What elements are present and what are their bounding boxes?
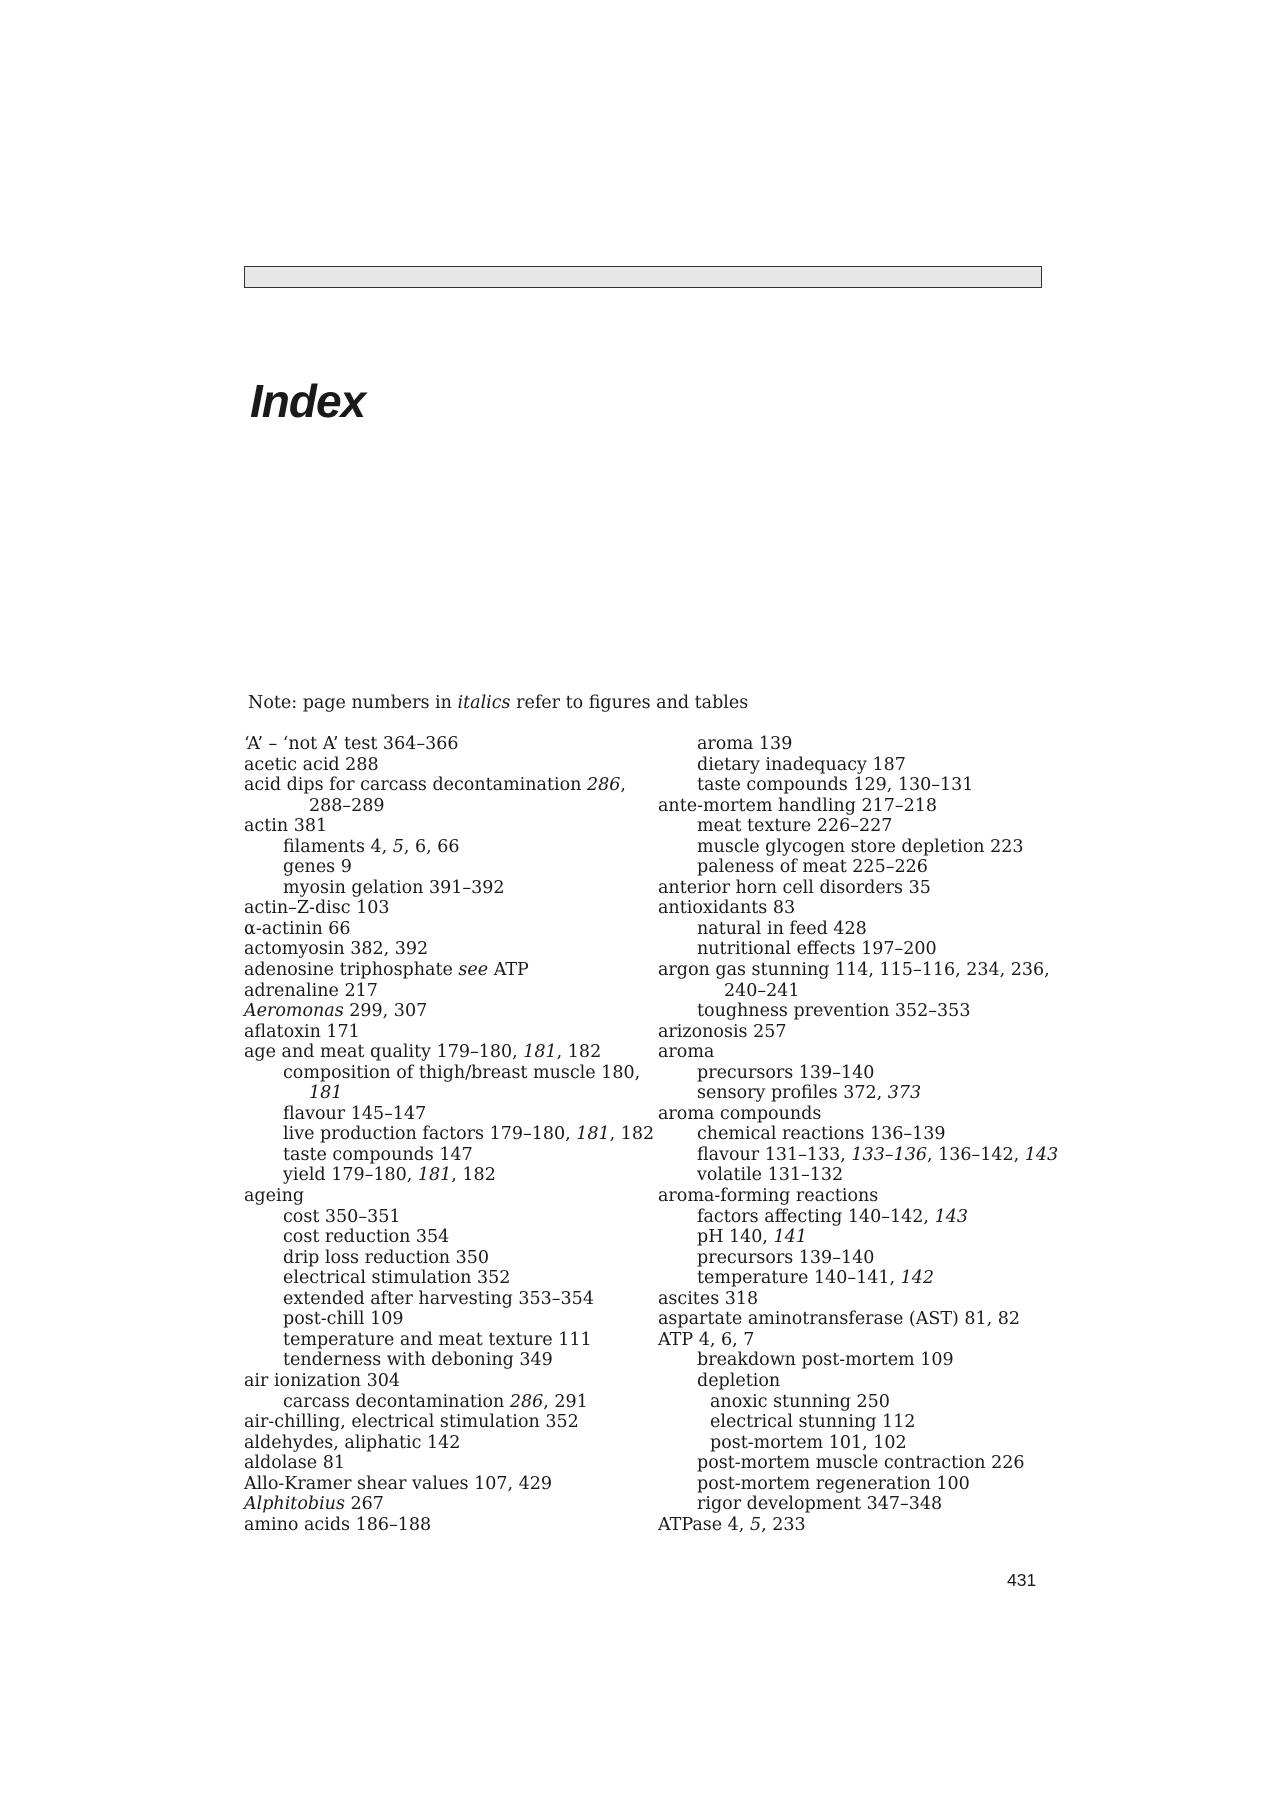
index-entry-text: post-mortem 101, 102 (710, 1432, 907, 1453)
index-entry-text: air ionization 304 (244, 1370, 401, 1391)
index-entry-text: depletion (697, 1370, 781, 1391)
index-entry-text: aroma compounds (658, 1103, 822, 1124)
index-entry (658, 1350, 1058, 1371)
index-entry (244, 1207, 654, 1228)
index-entry-text: argon gas stunning 114, 115–116, 234, 236, (658, 960, 1050, 981)
index-entry (244, 939, 654, 960)
index-entry (658, 1186, 1058, 1207)
index-entry (658, 857, 1058, 878)
index-entry-text: anoxic stunning 250 (710, 1391, 890, 1412)
index-entry-text: factors affecting 140–142, (697, 1206, 935, 1227)
index-entry-text: chemical reactions 136–139 (697, 1124, 946, 1145)
index-entry (658, 1042, 1058, 1063)
index-entry (658, 898, 1058, 919)
index-entry-italic-text: Alphitobius (244, 1494, 345, 1515)
index-entry-text: temperature 140–141, (697, 1268, 901, 1289)
index-entry (658, 1104, 1058, 1125)
index-entry (244, 1309, 654, 1330)
index-entry (244, 837, 654, 858)
index-entry (244, 1474, 654, 1495)
index-entry-text: ‘A’ – ‘not A’ test 364–366 (244, 734, 459, 754)
index-entry-text: ATP (488, 960, 529, 981)
index-entry-italic-text: 141 (773, 1227, 807, 1248)
index-column-right (658, 734, 1058, 1535)
index-entry (658, 734, 1058, 755)
index-entry-text: ATP 4, 6, 7 (658, 1329, 755, 1350)
index-entry-text: arizonosis 257 (658, 1021, 787, 1042)
index-entry-italic-text: 286 (509, 1391, 544, 1412)
index-entry (658, 1289, 1058, 1310)
note-suffix: refer to figures and tables (510, 693, 749, 713)
index-entry-text: electrical stunning 112 (710, 1412, 916, 1433)
index-entry (244, 1412, 654, 1433)
index-entry (244, 1330, 654, 1351)
index-entry-text: actin 381 (244, 816, 328, 837)
index-entry (244, 1124, 654, 1145)
index-entry (658, 1433, 1058, 1454)
index-entry-italic-text: 143 (934, 1206, 968, 1227)
index-entry (658, 1145, 1058, 1166)
index-entry (244, 1268, 654, 1289)
index-entry-text: actin–Z-disc 103 (244, 898, 390, 919)
index-entry-text: amino acids 186–188 (244, 1514, 432, 1535)
index-entry (658, 919, 1058, 940)
index-entry (658, 1392, 1058, 1413)
index-entry-text: 267 (344, 1494, 384, 1515)
index-entry-text: taste compounds 129, 130–131 (697, 775, 974, 796)
index-entry (658, 1001, 1058, 1022)
index-entry-text: antioxidants 83 (658, 898, 796, 919)
index-entry-text: cost reduction 354 (283, 1227, 450, 1248)
index-entry (658, 939, 1058, 960)
index-entry-text: rigor development 347–348 (697, 1494, 943, 1515)
index-entry-text: adenosine triphosphate (244, 960, 459, 981)
index-entry-text: myosin gelation 391–392 (283, 877, 505, 898)
index-entry-text: ante-mortem handling 217–218 (658, 795, 938, 816)
index-entry (244, 1494, 654, 1515)
index-entry-italic-text: 133–136 (851, 1144, 927, 1165)
note-prefix: Note: page numbers in (248, 693, 458, 713)
index-entry (658, 837, 1058, 858)
index-entry-text: 299, 307 (343, 1001, 428, 1022)
index-entry-text: anterior horn cell disorders 35 (658, 877, 931, 898)
index-entry (244, 1289, 654, 1310)
index-entry (244, 960, 654, 981)
index-entry (244, 878, 654, 899)
index-entry (658, 755, 1058, 776)
index-entry-text: temperature and meat texture 111 (283, 1329, 592, 1350)
index-entry (658, 1453, 1058, 1474)
index-entry (244, 734, 654, 755)
index-entry-text: , 182 (609, 1124, 655, 1145)
index-entry (658, 796, 1058, 817)
index-entry (244, 919, 654, 940)
index-entry (658, 1022, 1058, 1043)
index-entry-italic-text: see (458, 960, 489, 981)
index-entry (244, 1350, 654, 1371)
index-entry-text: sensory profiles 372, (697, 1083, 888, 1104)
index-entry-italic-text: 181 (523, 1042, 557, 1063)
index-entry (658, 1227, 1058, 1248)
index-entry (244, 1022, 654, 1043)
index-entry-text: filaments 4, (283, 836, 393, 857)
index-entry (244, 816, 654, 837)
page-title: Index (250, 375, 366, 427)
index-entry-text: nutritional effects 197–200 (697, 939, 937, 960)
index-entry-text: 288–289 (309, 795, 385, 816)
index-entry-text: paleness of meat 225–226 (697, 857, 928, 878)
index-entry-text: breakdown post-mortem 109 (697, 1350, 954, 1371)
index-entry-text: muscle glycogen store depletion 223 (697, 836, 1024, 857)
index-entry-text: drip loss reduction 350 (283, 1247, 489, 1268)
index-entry (658, 1474, 1058, 1495)
index-entry-text: cost 350–351 (283, 1206, 401, 1227)
index-entry (658, 1309, 1058, 1330)
index-entry (658, 1330, 1058, 1351)
index-column-left (244, 734, 654, 1535)
index-entry (658, 981, 1058, 1002)
index-entry-text: toughness prevention 352–353 (697, 1001, 971, 1022)
index-entry-italic-text: 142 (900, 1268, 935, 1289)
index-entry-text: precursors 139–140 (697, 1062, 875, 1083)
index-entry (244, 1083, 654, 1104)
index-entry-text: electrical stimulation 352 (283, 1268, 511, 1289)
index-entry (244, 1145, 654, 1166)
index-entry-italic-text: 373 (887, 1083, 922, 1104)
index-entry (658, 1083, 1058, 1104)
index-entry-text: aldolase 81 (244, 1453, 345, 1474)
index-entry-text: carcass decontamination (283, 1391, 510, 1412)
index-entry (244, 796, 654, 817)
index-entry-text: , 182 (556, 1042, 602, 1063)
index-entry-text: ascites 318 (658, 1288, 759, 1309)
index-entry-text: live production factors 179–180, (283, 1124, 577, 1145)
index-entry (658, 775, 1058, 796)
index-entry-text: , 291 (543, 1391, 588, 1412)
index-entry (658, 1371, 1058, 1392)
index-entry-text: precursors 139–140 (697, 1247, 875, 1268)
index-entry-text: taste compounds 147 (283, 1144, 473, 1165)
index-entry (658, 1412, 1058, 1433)
index-entry-text: aldehydes, aliphatic 142 (244, 1432, 461, 1453)
index-entry (244, 1433, 654, 1454)
index-note (248, 693, 748, 713)
index-entry-italic-text: 5 (392, 836, 404, 857)
index-entry (658, 1268, 1058, 1289)
index-entry-text: , (620, 775, 626, 796)
index-entry-text: , 6, 66 (403, 836, 460, 857)
index-entry (244, 1165, 654, 1186)
index-entry-text: post-mortem muscle contraction 226 (697, 1453, 1025, 1474)
index-entry (244, 1227, 654, 1248)
index-entry (244, 1063, 654, 1084)
index-entry (244, 981, 654, 1002)
index-entry-text: aroma-forming reactions (658, 1186, 879, 1207)
index-entry-text: flavour 131–133, (697, 1144, 852, 1165)
index-entry-text: air-chilling, electrical stimulation 352 (244, 1412, 579, 1433)
index-entry (658, 1124, 1058, 1145)
index-entry-italic-text: 143 (1024, 1144, 1059, 1165)
index-entry-text: , 136–142, (926, 1144, 1025, 1165)
index-entry-text: adrenaline 217 (244, 980, 378, 1001)
index-entry (658, 1207, 1058, 1228)
index-entry-italic-text: 5 (749, 1514, 762, 1535)
index-entry (658, 1063, 1058, 1084)
index-entry-text: post-mortem regeneration 100 (697, 1473, 970, 1494)
index-entry-text: composition of thigh/breast muscle 180, (283, 1062, 641, 1083)
index-entry-text: pH 140, (697, 1227, 774, 1248)
index-entry (658, 1515, 1058, 1536)
header-rule-bar (244, 266, 1042, 288)
index-entry (244, 1515, 654, 1536)
index-entry-text: ATPase 4, (658, 1514, 750, 1535)
index-entry (244, 1248, 654, 1269)
index-entry-text: aflatoxin 171 (244, 1021, 360, 1042)
index-entry (244, 898, 654, 919)
index-entry-text: flavour 145–147 (283, 1103, 427, 1124)
index-entry-text: Allo-Kramer shear values 107, 429 (244, 1473, 553, 1494)
index-entry-text: 240–241 (724, 980, 800, 1001)
index-entry-text: actomyosin 382, 392 (244, 939, 429, 960)
index-entry (658, 1165, 1058, 1186)
index-entry (244, 1186, 654, 1207)
index-entry-italic-text: 286 (586, 775, 621, 796)
index-entry-text: volatile 131–132 (697, 1165, 844, 1186)
index-entry (244, 755, 654, 776)
index-entry-italic-text: 181 (309, 1083, 343, 1104)
index-entry-text: natural in feed 428 (697, 918, 867, 939)
index-entry-text: extended after harvesting 353–354 (283, 1288, 594, 1309)
index-entry-italic-text: 181 (576, 1124, 610, 1145)
index-entry (244, 857, 654, 878)
index-entry (244, 1453, 654, 1474)
index-entry-text: aroma (658, 1042, 715, 1063)
index-entry (658, 1494, 1058, 1515)
index-entry-text: α-actinin 66 (244, 918, 351, 939)
note-italic: italics (457, 693, 511, 713)
index-entry-text: acid dips for carcass decontamination (244, 775, 587, 796)
index-entry (244, 1371, 654, 1392)
index-entry (244, 1392, 654, 1413)
index-entry (658, 960, 1058, 981)
index-entry-italic-text: 181 (417, 1165, 452, 1186)
index-entry (244, 1001, 654, 1022)
index-entry-text: aroma 139 (697, 734, 793, 754)
index-entry-text: dietary inadequacy 187 (697, 754, 906, 775)
index-entry-text: post-chill 109 (283, 1309, 404, 1330)
index-entry-text: yield 179–180, (283, 1165, 418, 1186)
index-entry-text: meat texture 226–227 (697, 816, 893, 837)
index-entry-text: age and meat quality 179–180, (244, 1042, 524, 1063)
index-entry-text: , 233 (761, 1514, 806, 1535)
index-entry-text: , 182 (451, 1165, 496, 1186)
index-entry-text: tenderness with deboning 349 (283, 1350, 553, 1371)
index-entry-text: aspartate aminotransferase (AST) 81, 82 (658, 1309, 1021, 1330)
index-entry (658, 816, 1058, 837)
index-entry-text: acetic acid 288 (244, 754, 379, 775)
index-entry (658, 878, 1058, 899)
index-entry-italic-text: Aeromonas (244, 1001, 344, 1022)
index-entry-text: genes 9 (283, 857, 352, 878)
index-entry (244, 775, 654, 796)
page-number: 431 (1007, 1570, 1037, 1590)
index-entry (658, 1248, 1058, 1269)
index-entry (244, 1042, 654, 1063)
index-entry-text: ageing (244, 1186, 305, 1207)
index-entry (244, 1104, 654, 1125)
